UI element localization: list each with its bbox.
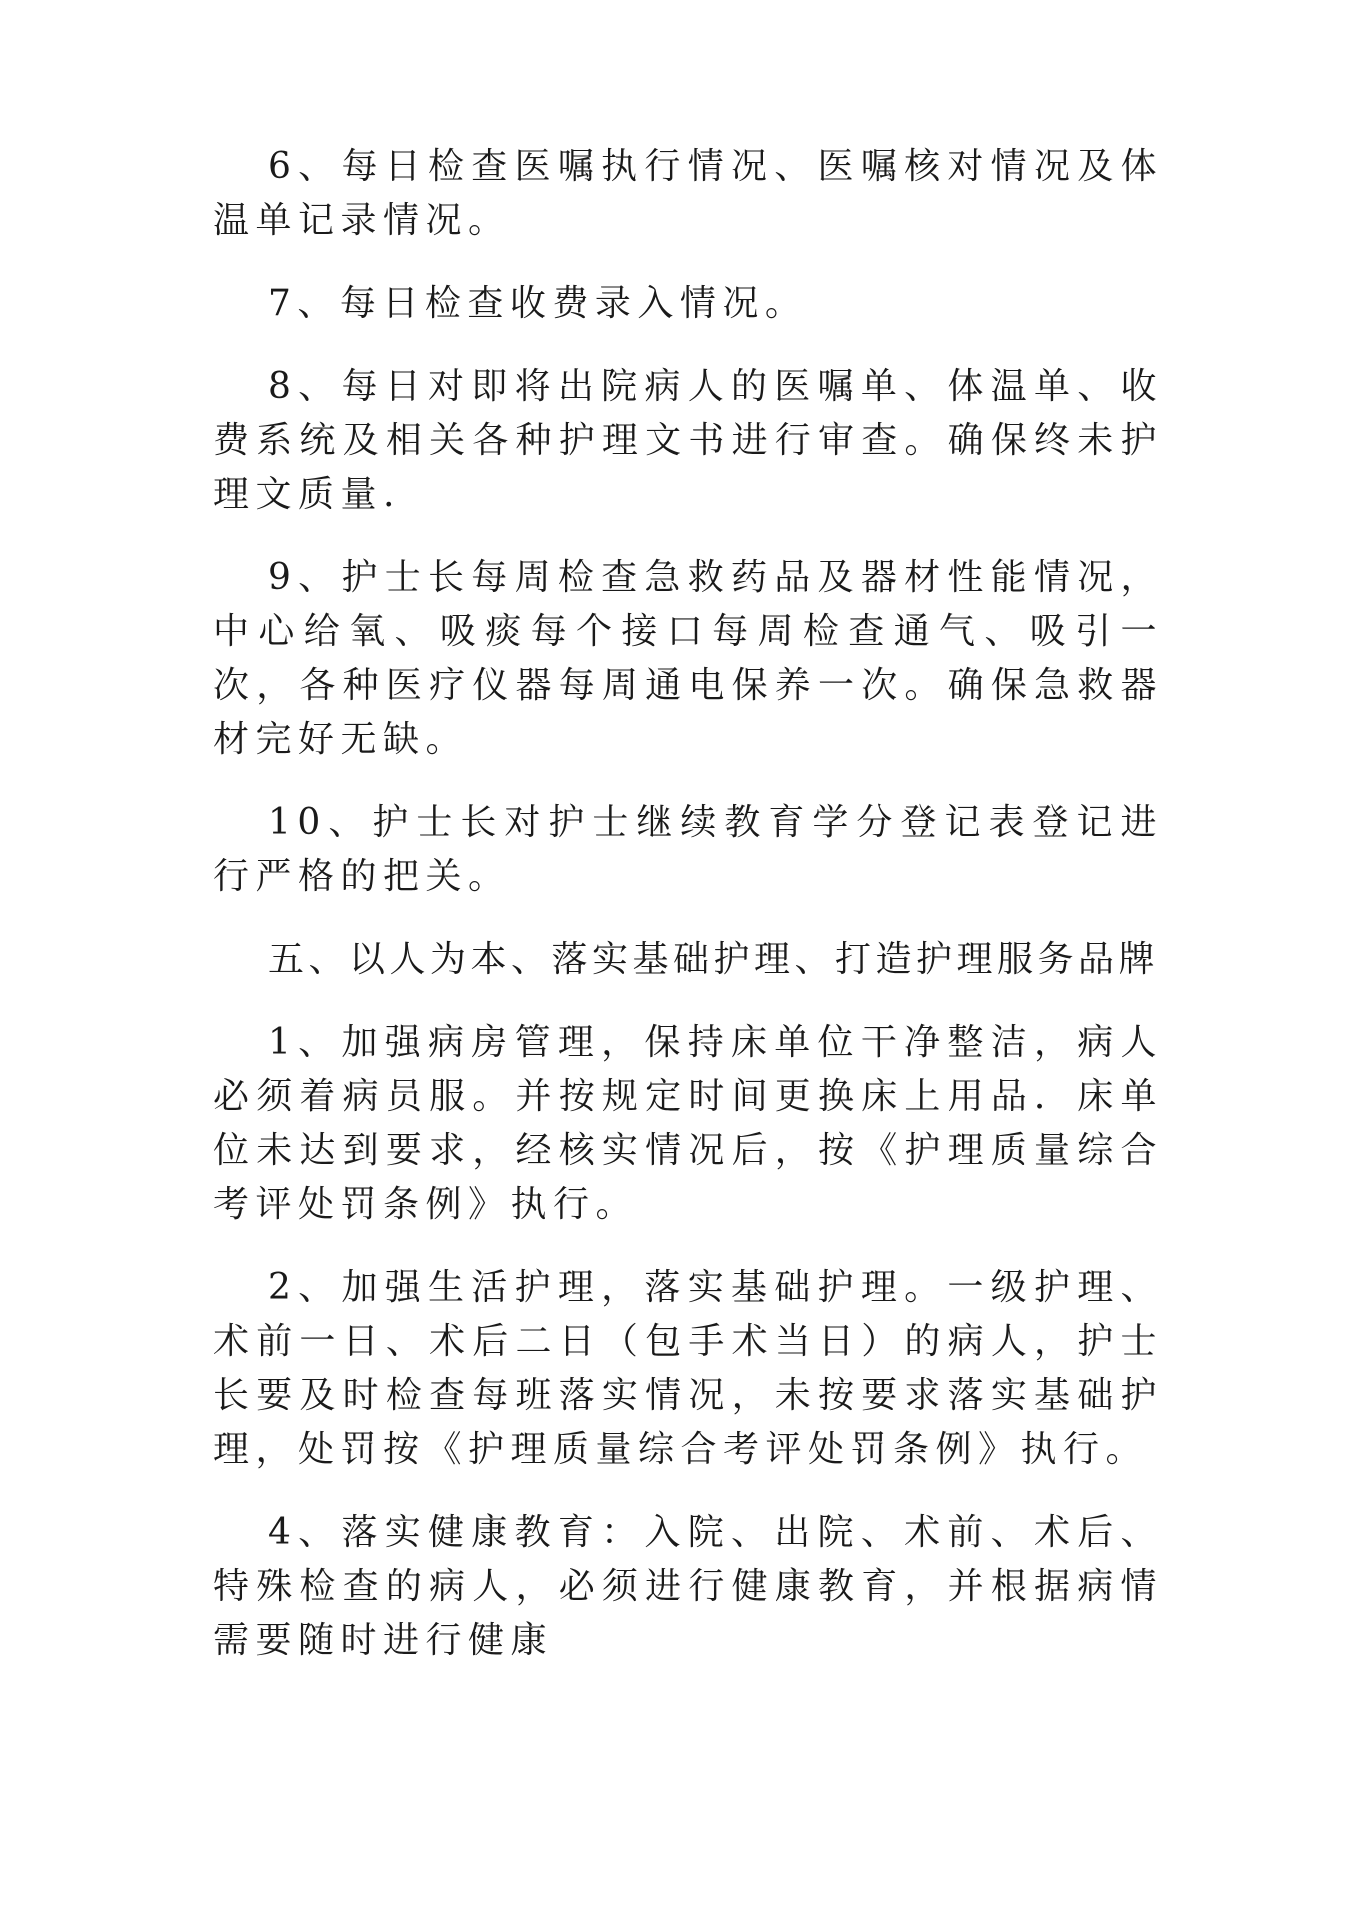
paragraph-item-2: 2、加强生活护理，落实基础护理。一级护理、术前一日、术后二日（包手术当日）的病人，护士长要及时检查每班落实情况，未按要求落实基础护理，处罚按《护理质量综合考评处罚条例》执行。: [213, 1267, 1163, 1470]
paragraph-item-7: 7、每日检查收费录入情况。: [268, 283, 808, 324]
paragraph-item-4: 4、落实健康教育：入院、出院、术前、术后、特殊检查的病人，必须进行健康教育，并根据病情需要随时进行健康: [213, 1512, 1163, 1661]
paragraph-item-10: 10、护士长对护士继续教育学分登记表登记进行严格的把关。: [213, 802, 1163, 897]
paragraph-item-6: 6、每日检查医嘱执行情况、医嘱核对情况及体温单记录情况。: [213, 146, 1163, 241]
section-heading-5: 五、以人为本、落实基础护理、打造护理服务品牌: [268, 939, 1160, 980]
paragraph-item-8: 8、每日对即将出院病人的医嘱单、体温单、收费系统及相关各种护理文书进行审查。确保终未护理文质量.: [213, 366, 1163, 515]
paragraph-item-9: 9、护士长每周检查急救药品及器材性能情况，中心给氧、吸痰每个接口每周检查通气、吸引一次，各种医疗仪器每周通电保养一次。确保急救器材完好无缺。: [213, 557, 1163, 760]
document-body: [213, 140, 1163, 1697]
paragraph-item-1: 1、加强病房管理，保持床单位干净整洁，病人必须着病员服。并按规定时间更换床上用品．床单位未达到要求，经核实情况后，按《护理质量综合考评处罚条例》执行。: [213, 1022, 1163, 1225]
